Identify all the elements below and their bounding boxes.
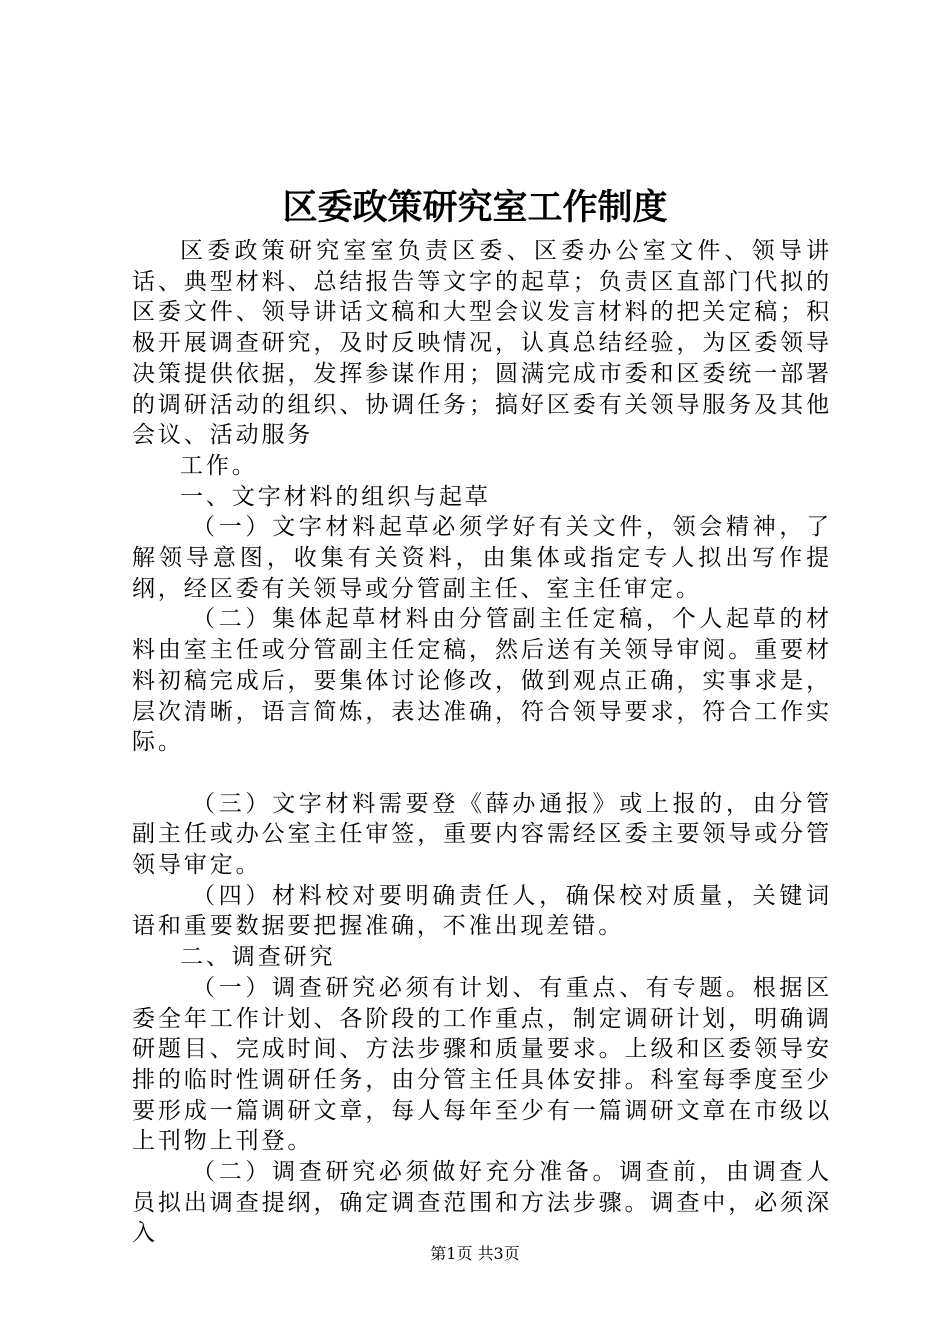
paragraph-1-1: （一）文字材料起草必须学好有关文件，领会精神，了解领导意图，收集有关资料，由集体或指定专人拟出写作提纲，经区委有关领导或分管副主任、室主任审定。 <box>132 514 832 602</box>
paragraph-1-4: （四）材料校对要明确责任人，确保校对质量，关键词语和重要数据要把握准确，不准出现差错。 <box>132 882 832 940</box>
paragraph-intro: 区委政策研究室室负责区委、区委办公室文件、领导讲话、典型材料、总结报告等文字的起草；负责区直部门代拟的区委文件、领导讲话文稿和大型会议发言材料的把关定稿；积极开展调查研究，及时反映情况，认真总结经验，为区委领导决策提供依据，发挥参谋作用；圆满完成市委和区委统一部署的调研活动的组织、协调任务；搞好区委有关领导服务及其他会议、活动服务 <box>132 238 832 449</box>
document-body <box>132 236 832 1249</box>
page-footer: 第1页 共3页 <box>430 1244 520 1263</box>
page-title: 区委政策研究室工作制度 <box>282 187 668 228</box>
section-heading-1: 一、文字材料的组织与起草 <box>180 483 491 510</box>
paragraph-1-2: （二）集体起草材料由分管副主任定稿，个人起草的材料由室主任或分管副主任定稿，然后送有关领导审阅。重要材料初稿完成后，要集体讨论修改，做到观点正确，实事求是，层次清晰，语言简炼，表达准确，符合领导要求，符合工作实际。 <box>132 606 832 756</box>
section-heading-2: 二、调查研究 <box>180 944 336 971</box>
paragraph-2-2: （二）调查研究必须做好充分准备。调查前，由调查人员拟出调查提纲，确定调查范围和方法步骤。调查中，必须深入 <box>132 1159 832 1247</box>
paragraph-intro-end: 工作。 <box>180 452 258 479</box>
paragraph-2-1: （一）调查研究必须有计划、有重点、有专题。根据区委全年工作计划、各阶段的工作重点，制定调研计划，明确调研题目、完成时间、方法步骤和质量要求。上级和区委领导安排的临时性调研任务，由分管主任具体安排。科室每季度至少要形成一篇调研文章，每人每年至少有一篇调研文章在市级以上刊物上刊登。 <box>132 974 832 1155</box>
paragraph-1-3: （三）文字材料需要登《薛办通报》或上报的，由分管副主任或办公室主任审签，重要内容需经区委主要领导或分管领导审定。 <box>132 790 832 879</box>
